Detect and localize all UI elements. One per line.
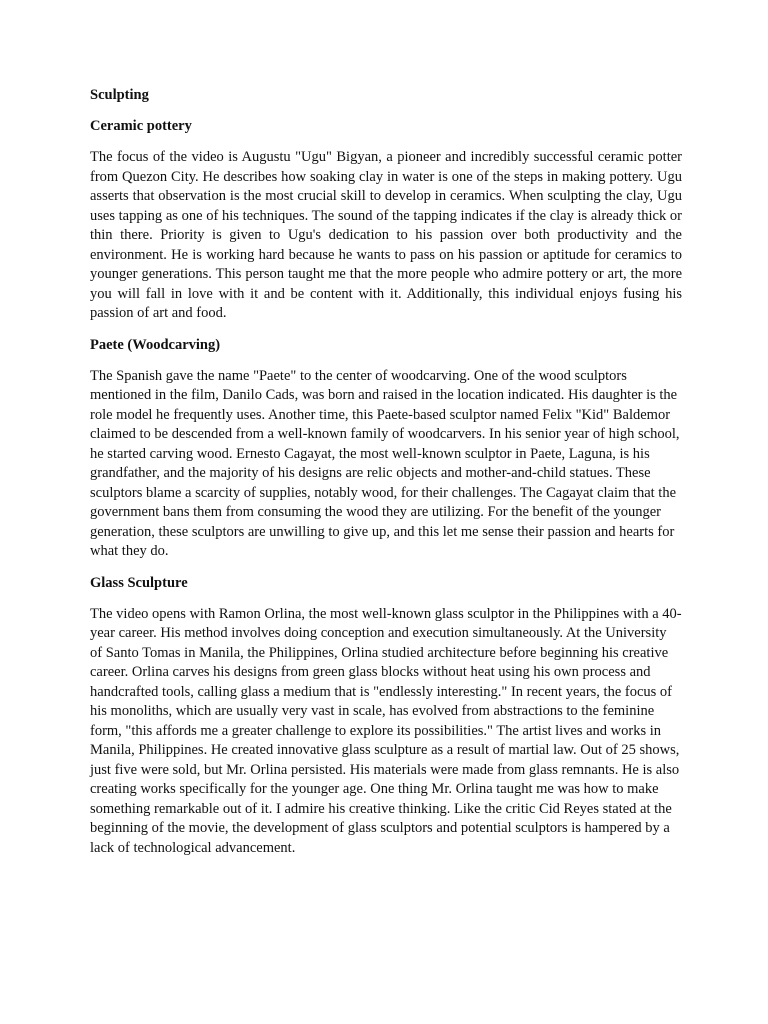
paragraph-paete-woodcarving: The Spanish gave the name "Paete" to the center of woodcarving. One of the wood sculptors mentioned in the film, Danilo Cads, was born and raised in the location indicated. His daughter is the role model he frequently uses. Another time, this Paete-based sculptor named Felix "Kid" Baldemor claimed to be descended from a well-known family of woodcarvers. In his senior year of high school, he started carving wood. Ernesto Cagayat, the most well-known sculptor in Paete, Laguna, is his grandfather, and the majority of his designs are relic objects and mother-and-child statues. These sculptors blame a scarcity of supplies, notably wood, for their challenges. The Cagayat claim that the government bans them from consuming the wood they are utilizing. For the benefit of the younger generation, these sculptors are unwilling to give up, and this let me sense their passion and hearts for what they do. — [90, 367, 680, 559]
document-title: Sculpting — [90, 87, 149, 103]
paragraph-ceramic-pottery: The focus of the video is Augustu "Ugu" Bigyan, a pioneer and incredibly successful ceramic potter from Quezon City. He describes how soaking clay in water is one of the steps in making pottery. Ugu asserts that observation is the most crucial skill to develop in ceramics. When sculpting the clay, Ugu uses tapping as one of his techniques. The sound of the tapping indicates if the clay is already thick or thin there. Priority is given to Ugu's dedication to his passion over both productivity and the environment. He is working hard because he wants to pass on his passion or aptitude for ceramics to younger generations. This person taught me that the more people who admire pottery or art, the more you will fall in love with it and be content with it. Additionally, this individual enjoys fusing his passion of art and food. — [90, 149, 682, 321]
section-heading-glass-sculpture: Glass Sculpture — [90, 574, 188, 591]
section-heading-ceramic-pottery: Ceramic pottery — [90, 118, 192, 134]
section-heading-paete-woodcarving: Paete (Woodcarving) — [90, 336, 221, 353]
document-page — [90, 86, 682, 870]
paragraph-glass-sculpture: The video opens with Ramon Orlina, the most well-known glass sculptor in the Philippines with a 40-year career. His method involves doing conception and execution simultaneously. At the University of Santo Tomas in Manila, the Philippines, Orlina studied architecture before beginning his creative career. Orlina carves his designs from green glass blocks without heat using his own process and handcrafted tools, calling glass a medium that is "endlessly interesting." In recent years, the focus of his monoliths, which are usually very vast in scale, has evolved from abstractions to the feminine form, "this affords me a greater challenge to explore its possibilities." The artist lives and works in Manila, Philippines. He created innovative glass sculpture as a result of martial law. Out of 25 shows, just five were sold, but Mr. Orlina persisted. His materials were made from glass remnants. He is also creating works specifically for the younger age. One thing Mr. Orlina taught me was how to make something remarkable out of it. I admire his creative thinking. Like the critic Cid Reyes stated at the beginning of the movie, the development of glass sculptors and potential sculptors is hampered by a lack of technological advancement. — [90, 605, 682, 856]
